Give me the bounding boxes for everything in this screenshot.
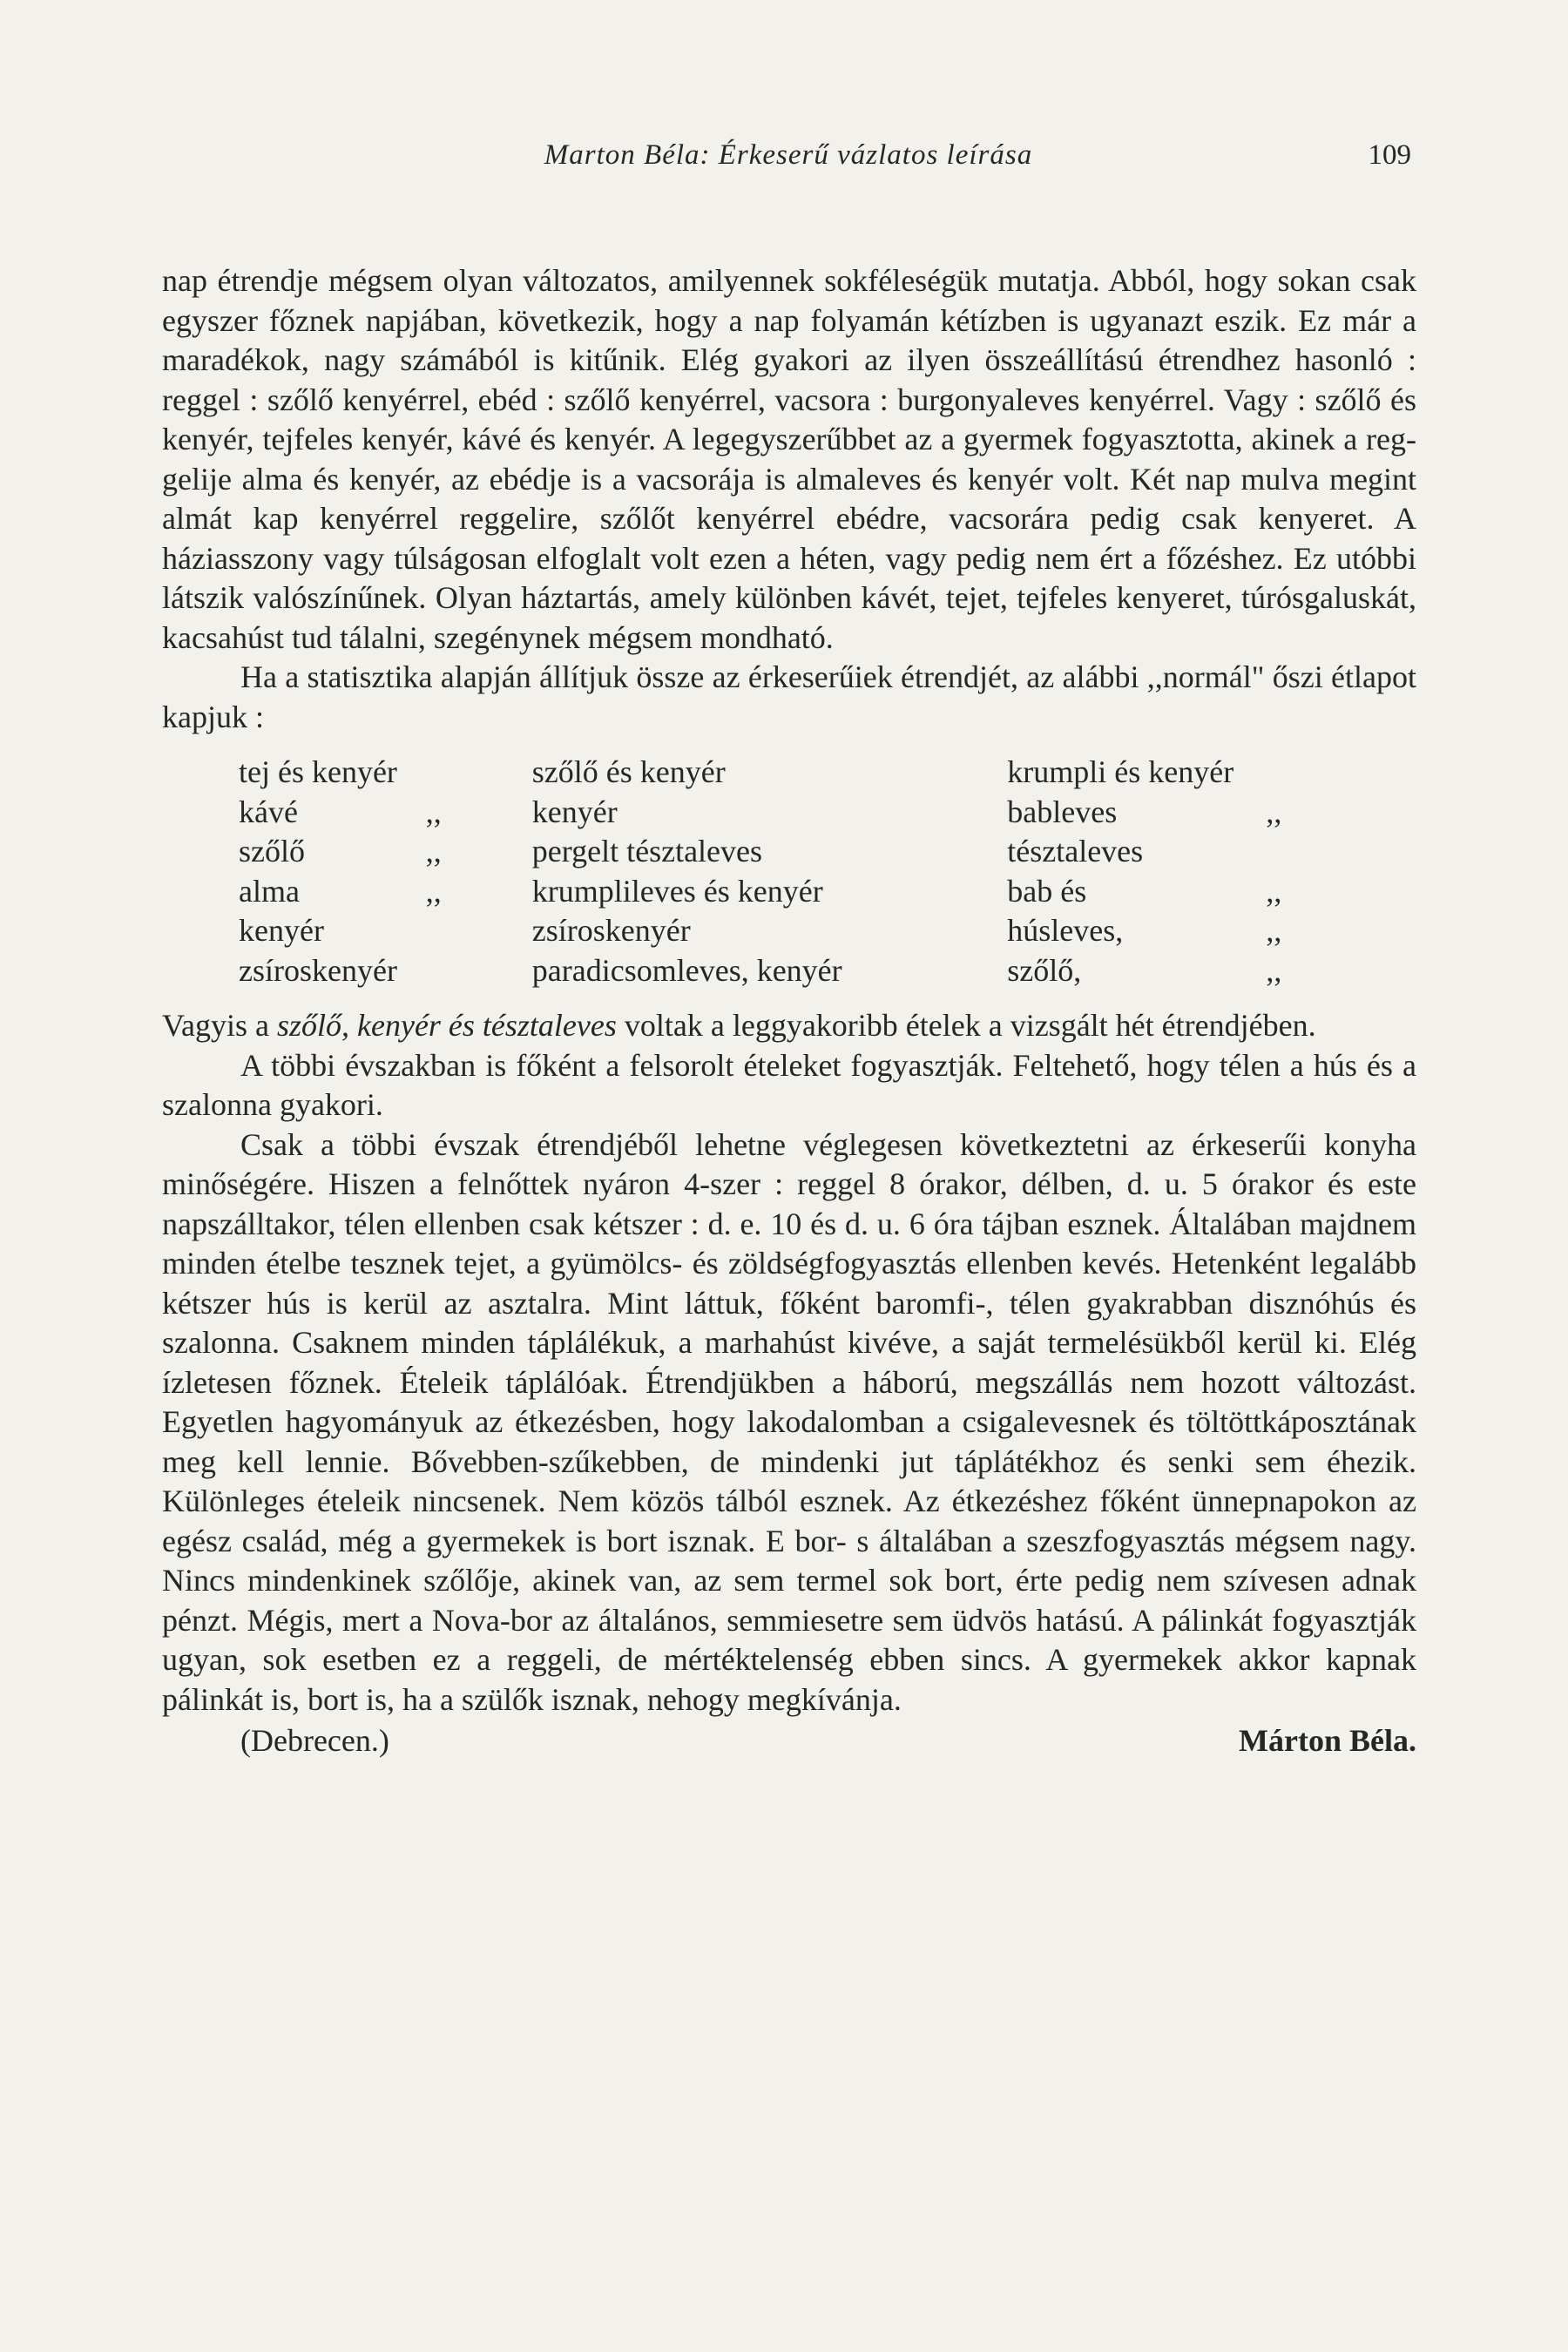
menu-cell: alma [239,873,300,909]
menu-table [239,753,1332,990]
ditto-mark: ,, [425,834,442,868]
menu-cell: pergelt tésztaleves [531,834,763,868]
paragraph-3-emphasis: szőlő, kenyér és tésztaleves [276,1008,617,1043]
ditto-mark: ,, [1266,913,1282,948]
ditto-mark [400,911,532,951]
menu-cell: bableves [1007,794,1118,829]
menu-row [239,793,1332,833]
menu-cell: krumplileves és kenyér [531,873,823,909]
menu-row [239,911,1332,951]
paragraph-3-start: Vagyis a [162,1008,277,1043]
article-body [162,261,1416,1765]
menu-row [239,753,1332,793]
menu-row [239,872,1332,912]
menu-cell: zsíroskenyér [531,913,691,948]
page-header [166,139,1411,183]
ditto-mark [1266,753,1332,793]
menu-row [239,951,1332,991]
paragraph-5: Csak a többi évszak étrendjéből lehetne véglegesen következtetni az érkeserűi konyha minőségére. Hiszen a felnőttek nyáron 4-szer : reggel 8 órakor, délben, d. u. 5 órakor és este napszálltakor, télen ellenben csak kétszer : d. e. 10 és d. u. 6 óra tájban esznek. Általában majdnem minden ételbe tesznek tejet, a gyümölcs- és zöldségfogyasztás ellenben kevés. Hetenként legalább kétszer hús is kerül az asztalra. Mint láttuk, főként baromfi-, télen gyakrabban disznóhús és szalonna. Csaknem minden táplálékuk, a marhahúst kivéve, a saját termelésükből kerül ki. Elég ízletesen főznek. Ételeik táplálóak. Étrendjükben a háború, megszállás nem hozott változást. Egyetlen hagyományuk az étkezésben, hogy lakodalomban a csigalevesnek és töltöttkáposztának meg kell lennie. Bővebben-szűkebben, de mindenki jut táplátékhoz és senki sem éhezik. Különleges ételeik nincsenek. Nem közös tálból esznek. Az étkezéshez főként ünnepnapokon az egész család, még a gyermekek is bort isznak. E bor- s általában a szeszfogyasztás mégsem nagy. Nincs mindenkinek szőlője, akinek van, az sem termel sok bort, érte pedig nem szívesen adnak pénzt. Mégis, mert a Nova-bor az általános, semmiesetre sem üdvös hatású. A pálinkát fogyasztják ugyan, sok esetben ez a reggeli, de mértéktelenség ebben sincs. A gyermekek akkor kapnak pálinkát is, bort is, ha a szülők isznak, nehogy megkívánja. [162,1126,1416,1717]
menu-cell: kenyér [531,794,618,829]
running-title: Marton Béla: Érkeserű vázlatos leírása [544,139,1033,171]
ditto-mark: ,, [1266,794,1282,829]
ditto-mark: ,, [1266,873,1282,909]
signature-place: (Debrecen.) [240,1723,389,1758]
ditto-mark: ,, [1266,952,1282,988]
ditto-mark [400,753,532,793]
ditto-mark: ,, [425,794,442,829]
menu-cell: bab és [1007,873,1087,909]
menu-cell: tésztaleves [1007,834,1144,868]
signature-line [162,1721,1416,1765]
menu-cell: tej és kenyér [239,754,397,789]
menu-row [239,832,1332,872]
paragraph-3 [162,1006,1416,1046]
ditto-mark [400,951,532,991]
menu-cell: paradicsomleves, kenyér [531,952,842,988]
page-number: 109 [1368,139,1411,171]
ditto-mark [1266,832,1332,872]
paragraph-4: A többi évszakban is főként a felsorolt ételeket fogyasztják. Feltehető, hogy télen a hús és a szalonna gyakori. [162,1047,1416,1122]
menu-cell: húsleves, [1007,913,1124,948]
menu-cell: szőlő [239,834,305,868]
menu-cell: zsíroskenyér [239,952,397,988]
menu-cell: kávé [239,794,298,829]
menu-cell: krumpli és kenyér [1007,754,1234,789]
signature-author: Márton Béla. [1239,1723,1416,1758]
ditto-mark: ,, [425,873,442,909]
menu-cell: szőlő, [1007,952,1082,988]
menu-table-body [239,753,1332,990]
menu-cell: szőlő és kenyér [531,754,726,789]
paragraph-1: nap étrendje mégsem olyan változatos, amilyennek sokféleségük mutatja. Abból, hogy sokan csak egyszer főznek napjában, következik, hogy a nap folyamán kétízben is ugyanazt eszik. Ez már a maradékok, nagy számából is kitűnik. Elég gyakori az ilyen összeállítású étrendhez hasonló : reggel : szőlő kenyérrel, ebéd : szőlő kenyérrel, vacsora : burgonyaleves kenyérrel. Vagy : szőlő és kenyér, tejfeles kenyér, kávé és kenyér. A legegyszerűbbet az a gyermek fogyasztotta, akinek a reggelije alma és kenyér, az ebédje is a vacsorája is almaleves és kenyér volt. Két nap mulva megint almát kap kenyérrel reggelire, szőlőt kenyérrel ebédre, vacsorára pedig csak kenyeret. A háziasszony vagy túlságosan elfoglalt volt ezen a héten, vagy pedig nem ért a főzéshez. Ez utóbbi látszik valószínűnek. Olyan háztartás, amely különben kávét, tejet, tejfeles kenyeret, túrósgaluskát, kacsahúst tud tálalni, szegénynek mégsem mondható. [162,263,1416,655]
paragraph-3-end: voltak a leggyakoribb ételek a vizsgált hét étrendjében. [616,1008,1316,1043]
paragraph-2: Ha a statisztika alapján állítjuk össze az érkeserűiek étrendjét, az alábbi ,,normál" őszi étlapot kapjuk : [162,659,1416,734]
menu-cell: kenyér [239,913,324,948]
